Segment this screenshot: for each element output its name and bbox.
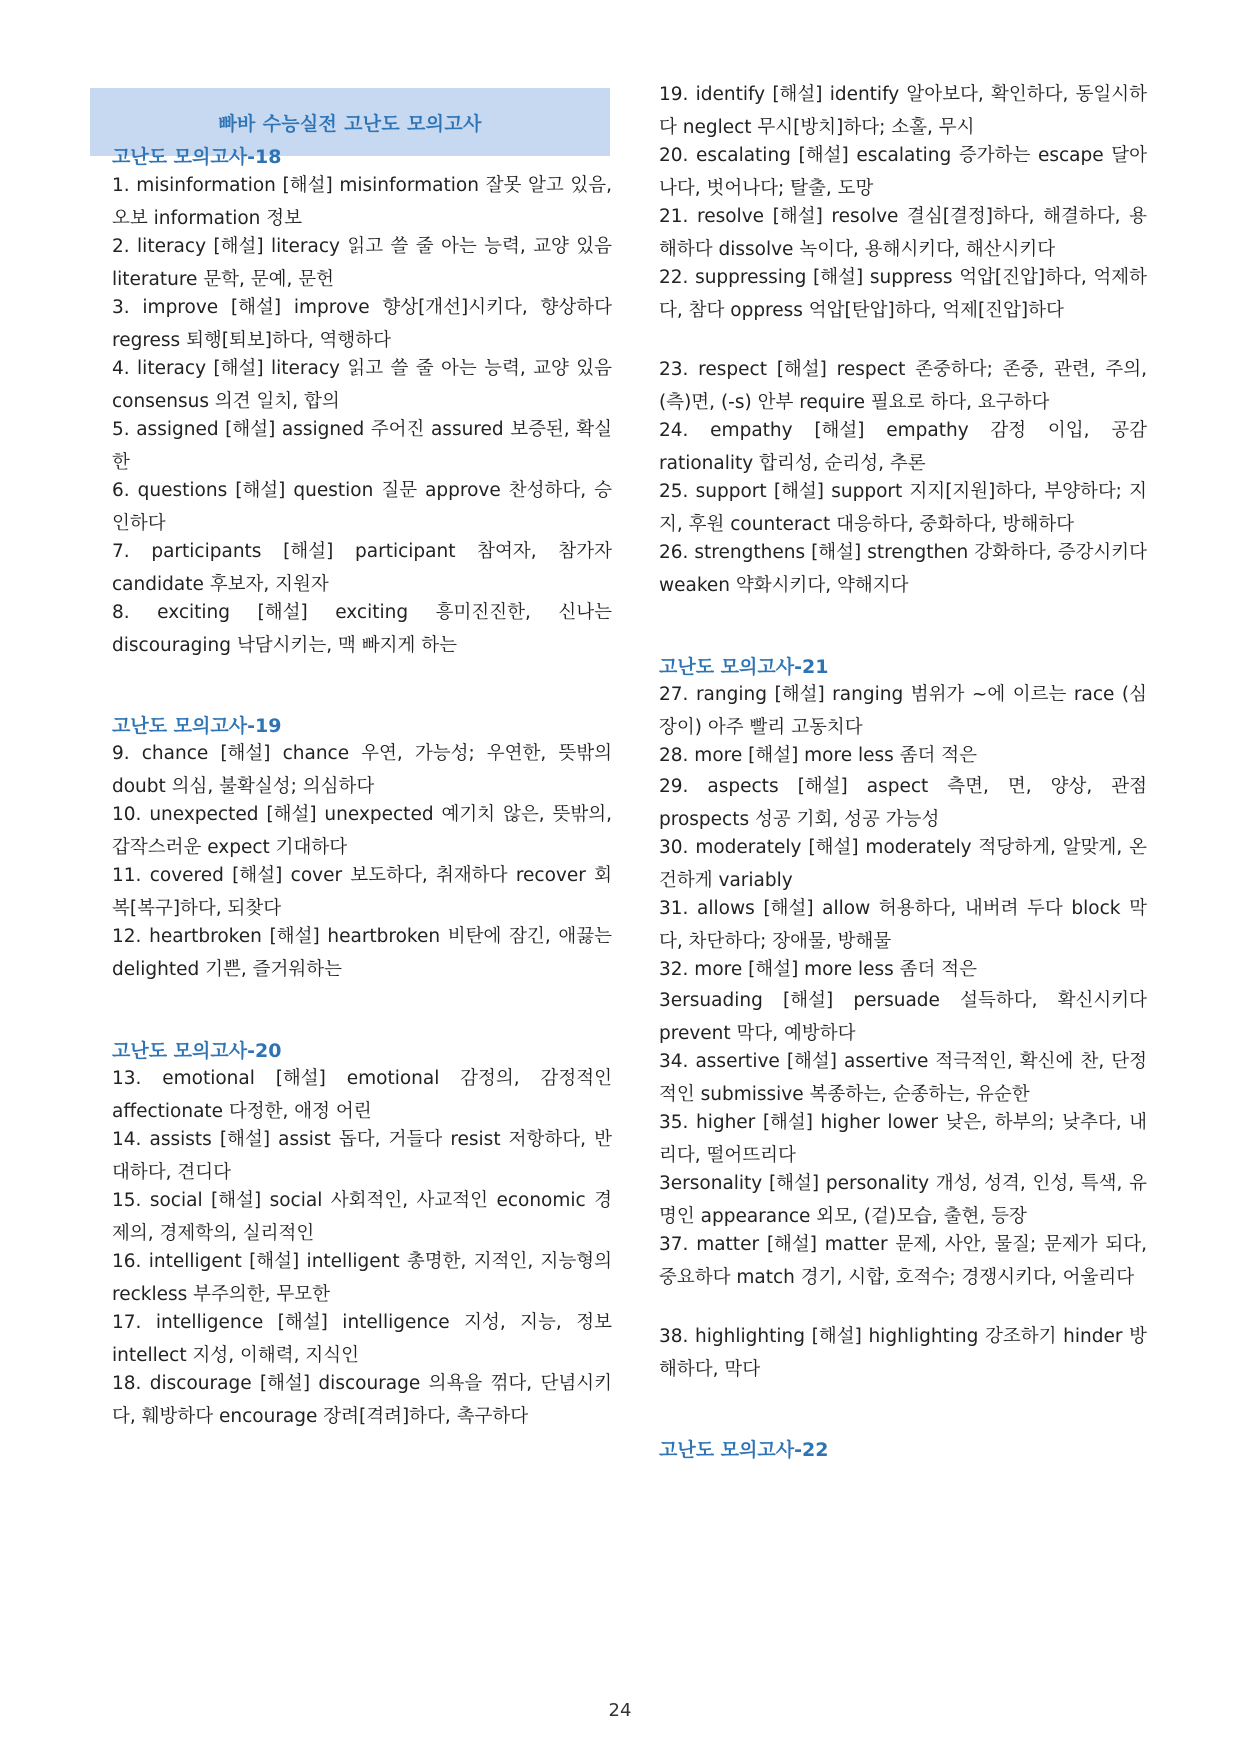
entry-36: 3ersonality [해설] personality 개성, 성격, 인성, 특색, 유명인 appearance 외모, (겉)모습, 출현, 등장	[659, 1173, 1147, 1227]
entry-17: 17. intelligence [해설] intelligence 지성, 지능, 정보 intellect 지성, 이해력, 지식인	[112, 1312, 612, 1366]
entry-24: 24. empathy [해설] empathy 감정 이입, 공감 rationality 합리성, 순리성, 추론	[659, 420, 1147, 474]
entry-23: 23. respect [해설] respect 존중하다; 존중, 관련, 주의, (측)면, (-s) 안부 require 필요로 하다, 요구하다	[659, 359, 1147, 413]
section-heading-19: 고난도 모의고사-19	[112, 715, 282, 737]
entry-37: 37. matter [해설] matter 문제, 사안, 물질; 문제가 되다, 중요하다 match 경기, 시합, 호적수; 경쟁시키다, 어울리다	[659, 1234, 1147, 1288]
entry-32: 32. more [해설] more less 좀더 적은	[659, 959, 978, 980]
section-heading-21: 고난도 모의고사-21	[659, 656, 829, 678]
entry-38: 38. highlighting [해설] highlighting 강조하기 hinder 방해하다, 막다	[659, 1326, 1147, 1380]
entry-31: 31. allows [해설] allow 허용하다, 내버려 두다 block 막다, 차단하다; 장애물, 방해물	[659, 898, 1147, 952]
entry-9: 9. chance [해설] chance 우연, 가능성; 우연한, 뜻밖의 doubt 의심, 불확실성; 의심하다	[112, 743, 612, 797]
entry-21: 21. resolve [해설] resolve 결심[결정]하다, 해결하다, 용해하다 dissolve 녹이다, 용해시키다, 해산시키다	[659, 206, 1147, 260]
entry-15: 15. social [해설] social 사회적인, 사교적인 economic 경제의, 경제학의, 실리적인	[112, 1190, 612, 1244]
section-heading-22: 고난도 모의고사-22	[659, 1439, 829, 1461]
entry-27: 27. ranging [해설] ranging 범위가 ~에 이르는 race (심장이) 아주 빨리 고동치다	[659, 684, 1147, 738]
entry-26: 26. strengthens [해설] strengthen 강화하다, 증강시키다 weaken 약화시키다, 약해지다	[659, 542, 1147, 596]
entry-35: 35. higher [해설] higher lower 낮은, 하부의; 낮추다, 내리다, 떨어뜨리다	[659, 1112, 1147, 1166]
entry-8: 8. exciting [해설] exciting 흥미진진한, 신나는 discouraging 낙담시키는, 맥 빠지게 하는	[112, 602, 612, 656]
entry-10: 10. unexpected [해설] unexpected 예기치 않은, 뜻밖의, 갑작스러운 expect 기대하다	[112, 804, 612, 858]
entry-6: 6. questions [해설] question 질문 approve 찬성하다, 승인하다	[112, 480, 612, 534]
entry-5: 5. assigned [해설] assigned 주어진 assured 보증된, 확실한	[112, 419, 612, 473]
section-heading-20: 고난도 모의고사-20	[112, 1040, 282, 1062]
entry-30: 30. moderately [해설] moderately 적당하게, 알맞게, 온건하게 variably	[659, 837, 1147, 891]
entry-11: 11. covered [해설] cover 보도하다, 취재하다 recover 회복[복구]하다, 되찾다	[112, 865, 612, 919]
entry-18: 18. discourage [해설] discourage 의욕을 꺾다, 단념시키다, 훼방하다 encourage 장려[격려]하다, 촉구하다	[112, 1373, 612, 1427]
entry-7: 7. participants [해설] participant 참여자, 참가자 candidate 후보자, 지원자	[112, 541, 612, 595]
entry-12: 12. heartbroken [해설] heartbroken 비탄에 잠긴, 애끓는 delighted 기쁜, 즐거워하는	[112, 926, 612, 980]
entry-34: 34. assertive [해설] assertive 적극적인, 확신에 찬, 단정적인 submissive 복종하는, 순종하는, 유순한	[659, 1051, 1147, 1105]
entry-2: 2. literacy [해설] literacy 읽고 쓸 줄 아는 능력, 교양 있음 literature 문학, 문예, 문헌	[112, 236, 612, 290]
entry-16: 16. intelligent [해설] intelligent 총명한, 지적인, 지능형의 reckless 부주의한, 무모한	[112, 1251, 612, 1305]
entry-19: 19. identify [해설] identify 알아보다, 확인하다, 동일시하다 neglect 무시[방치]하다; 소홀, 무시	[659, 84, 1147, 138]
banner-title: 빠바 수능실전 고난도 모의고사	[218, 112, 482, 135]
section-heading-18: 고난도 모의고사-18	[112, 146, 282, 168]
entry-14: 14. assists [해설] assist 돕다, 거들다 resist 저항하다, 반대하다, 견디다	[112, 1129, 612, 1183]
entry-33: 3ersuading [해설] persuade 설득하다, 확신시키다 prevent 막다, 예방하다	[659, 990, 1147, 1044]
entry-3: 3. improve [해설] improve 향상[개선]시키다, 향상하다 regress 퇴행[퇴보]하다, 역행하다	[112, 297, 612, 351]
entry-25: 25. support [해설] support 지지[지원]하다, 부양하다; 지지, 후원 counteract 대응하다, 중화하다, 방해하다	[659, 481, 1147, 535]
entry-1: 1. misinformation [해설] misinformation 잘못 알고 있음, 오보 information 정보	[112, 175, 612, 229]
entry-28: 28. more [해설] more less 좀더 적은	[659, 745, 978, 766]
entry-20: 20. escalating [해설] escalating 증가하는 escape 달아나다, 벗어나다; 탈출, 도망	[659, 145, 1147, 199]
entry-22: 22. suppressing [해설] suppress 억압[진압]하다, 억제하다, 참다 oppress 억압[탄압]하다, 억제[진압]하다	[659, 267, 1147, 321]
entry-13: 13. emotional [해설] emotional 감정의, 감정적인 affectionate 다정한, 애정 어린	[112, 1068, 612, 1122]
entry-29: 29. aspects [해설] aspect 측면, 면, 양상, 관점 prospects 성공 기회, 성공 가능성	[659, 776, 1147, 830]
entry-4: 4. literacy [해설] literacy 읽고 쓸 줄 아는 능력, 교양 있음 consensus 의견 일치, 합의	[112, 358, 612, 412]
page-number: 24	[608, 1700, 632, 1721]
